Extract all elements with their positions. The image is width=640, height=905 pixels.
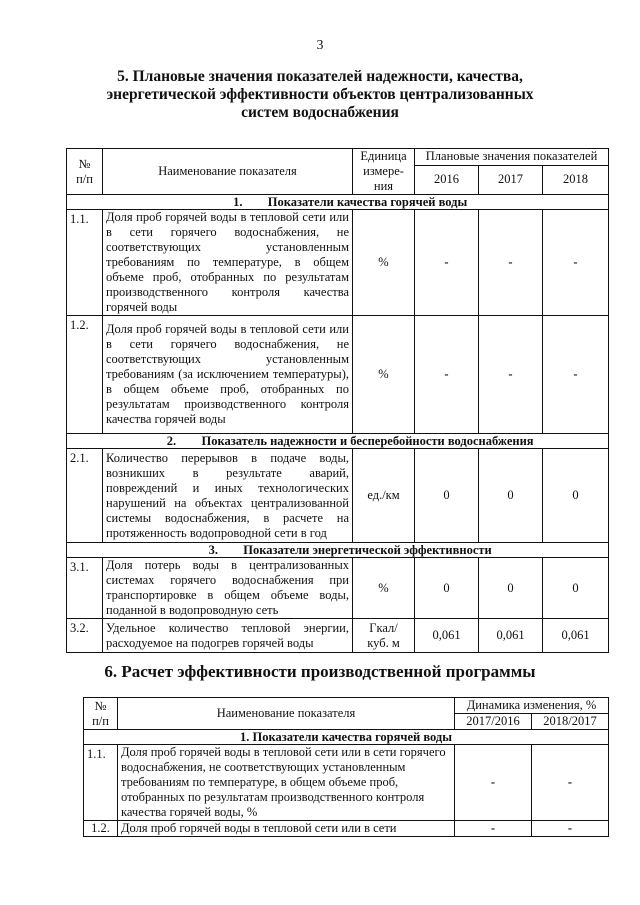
header-num-line: п/п xyxy=(76,171,93,186)
row-number: 2.1. xyxy=(67,449,103,543)
row-unit: % xyxy=(353,316,415,434)
row-value: - xyxy=(543,316,609,434)
row-value: - xyxy=(532,745,609,821)
row-value: - xyxy=(479,210,543,316)
group-number: 1. xyxy=(233,194,243,209)
row-value: - xyxy=(415,210,479,316)
row-value: 0,061 xyxy=(415,619,479,653)
section-5-title-line: энергетической эффективности объектов централизованных xyxy=(106,86,534,103)
row-value: 0 xyxy=(479,558,543,619)
row-name: Доля проб горячей воды в тепловой сети или в сети горячего водоснабжения, не соответствующих установленным требованиям по температуре, в общем объеме проб, отобранных по результатам производственного контроля качества горячей воды, % xyxy=(118,745,455,821)
row-value: 0 xyxy=(543,558,609,619)
table-row xyxy=(67,210,609,316)
row-value: - xyxy=(455,745,532,821)
group-row xyxy=(67,543,609,558)
row-value: 0,061 xyxy=(543,619,609,653)
row-value: 0,061 xyxy=(479,619,543,653)
group-title: Показатели энергетической эффективности xyxy=(243,542,492,557)
row-number: 3.2. xyxy=(67,619,103,653)
table-row xyxy=(67,558,609,619)
row-name: Доля потерь воды в централизованных системах горячего водоснабжения при транспортировке в общем объеме воды, поданной в водопроводную сеть xyxy=(103,558,353,619)
group-row xyxy=(67,434,609,449)
table-row xyxy=(67,619,609,653)
row-value: 0 xyxy=(415,558,479,619)
header-dynamics: Динамика изменения, % xyxy=(455,698,609,714)
row-name: Удельное количество тепловой энергии, расходуемое на подогрев горячей воды xyxy=(103,619,353,653)
header-year: 2016 xyxy=(415,165,479,194)
header-unit-line: Единица xyxy=(360,149,407,163)
row-number: 1.2. xyxy=(67,316,103,434)
page-number: 3 xyxy=(316,38,324,53)
section-6-title: 6. Расчет эффективности производственной программы xyxy=(104,662,536,681)
section-5-title xyxy=(0,68,640,122)
row-value: - xyxy=(543,210,609,316)
table-row xyxy=(67,316,609,434)
header-num xyxy=(84,698,118,730)
row-name: Доля проб горячей воды в тепловой сети или в сети xyxy=(118,821,455,837)
header-num-line: № xyxy=(78,156,91,171)
header-unit-line: измере- xyxy=(363,164,404,178)
header-planned: Плановые значения показателей xyxy=(415,149,609,166)
group-row xyxy=(67,195,609,210)
row-number: 1.2. xyxy=(84,821,118,837)
table-row xyxy=(84,745,609,821)
row-number: 3.1. xyxy=(67,558,103,619)
row-name: Доля проб горячей воды в тепловой сети или в сети горячего водоснабжения, не соответствующих установленным требованиям (за исключением температуры), в общем объеме проб, отобранных по результатам производственного контроля качества горячей воды xyxy=(103,316,353,434)
row-number: 1.1. xyxy=(67,210,103,316)
row-unit-line: Гкал/ xyxy=(369,620,398,635)
row-unit-line: куб. м xyxy=(367,635,400,650)
group-title: Показатели качества горячей воды xyxy=(267,194,468,209)
header-year: 2018 xyxy=(543,165,609,194)
section-5-title-line: 5. Плановые значения показателей надежности, качества, xyxy=(117,68,523,85)
header-year: 2017 xyxy=(479,165,543,194)
row-unit: ед./км xyxy=(353,449,415,543)
table-row xyxy=(84,821,609,837)
header-num-line: п/п xyxy=(92,713,109,728)
planned-values-table xyxy=(66,148,609,653)
group-number: 2. xyxy=(166,433,177,448)
header-num-line: № xyxy=(94,698,107,713)
row-number: 1.1. xyxy=(84,745,118,821)
row-unit: % xyxy=(353,558,415,619)
group-title: 1. Показатели качества горячей воды xyxy=(84,730,609,745)
header-period: 2018/2017 xyxy=(532,714,609,730)
row-value: - xyxy=(415,316,479,434)
row-value: - xyxy=(532,821,609,837)
header-name: Наименование показателя xyxy=(103,149,353,195)
table-row xyxy=(67,449,609,543)
header-name: Наименование показателя xyxy=(118,698,455,730)
row-name: Доля проб горячей воды в тепловой сети или в сети горячего водоснабжения, не соответствующих установленным требованиям по температуре, в общем объеме проб, отобранных по результатам производственного контроля качества горячей воды xyxy=(103,210,353,316)
row-value: - xyxy=(455,821,532,837)
row-value: - xyxy=(479,316,543,434)
header-num xyxy=(67,149,103,195)
section-5-title-line: систем водоснабжения xyxy=(241,104,399,121)
row-value: 0 xyxy=(415,449,479,543)
header-period: 2017/2016 xyxy=(455,714,532,730)
header-unit-line: ния xyxy=(373,179,394,193)
efficiency-table xyxy=(83,697,609,837)
row-value: 0 xyxy=(479,449,543,543)
row-unit: % xyxy=(353,210,415,316)
group-row xyxy=(84,730,609,745)
row-unit xyxy=(353,619,415,653)
header-unit xyxy=(353,149,415,195)
group-title: Показатель надежности и бесперебойности водоснабжения xyxy=(201,433,534,448)
group-number: 3. xyxy=(208,542,218,557)
row-value: 0 xyxy=(543,449,609,543)
row-name: Количество перерывов в подаче воды, возникших в результате аварий, повреждений и иных технологических нарушений на объектах централизованной системы водоснабжения, в расчете на протяженность водопроводной сети в год xyxy=(103,449,353,543)
